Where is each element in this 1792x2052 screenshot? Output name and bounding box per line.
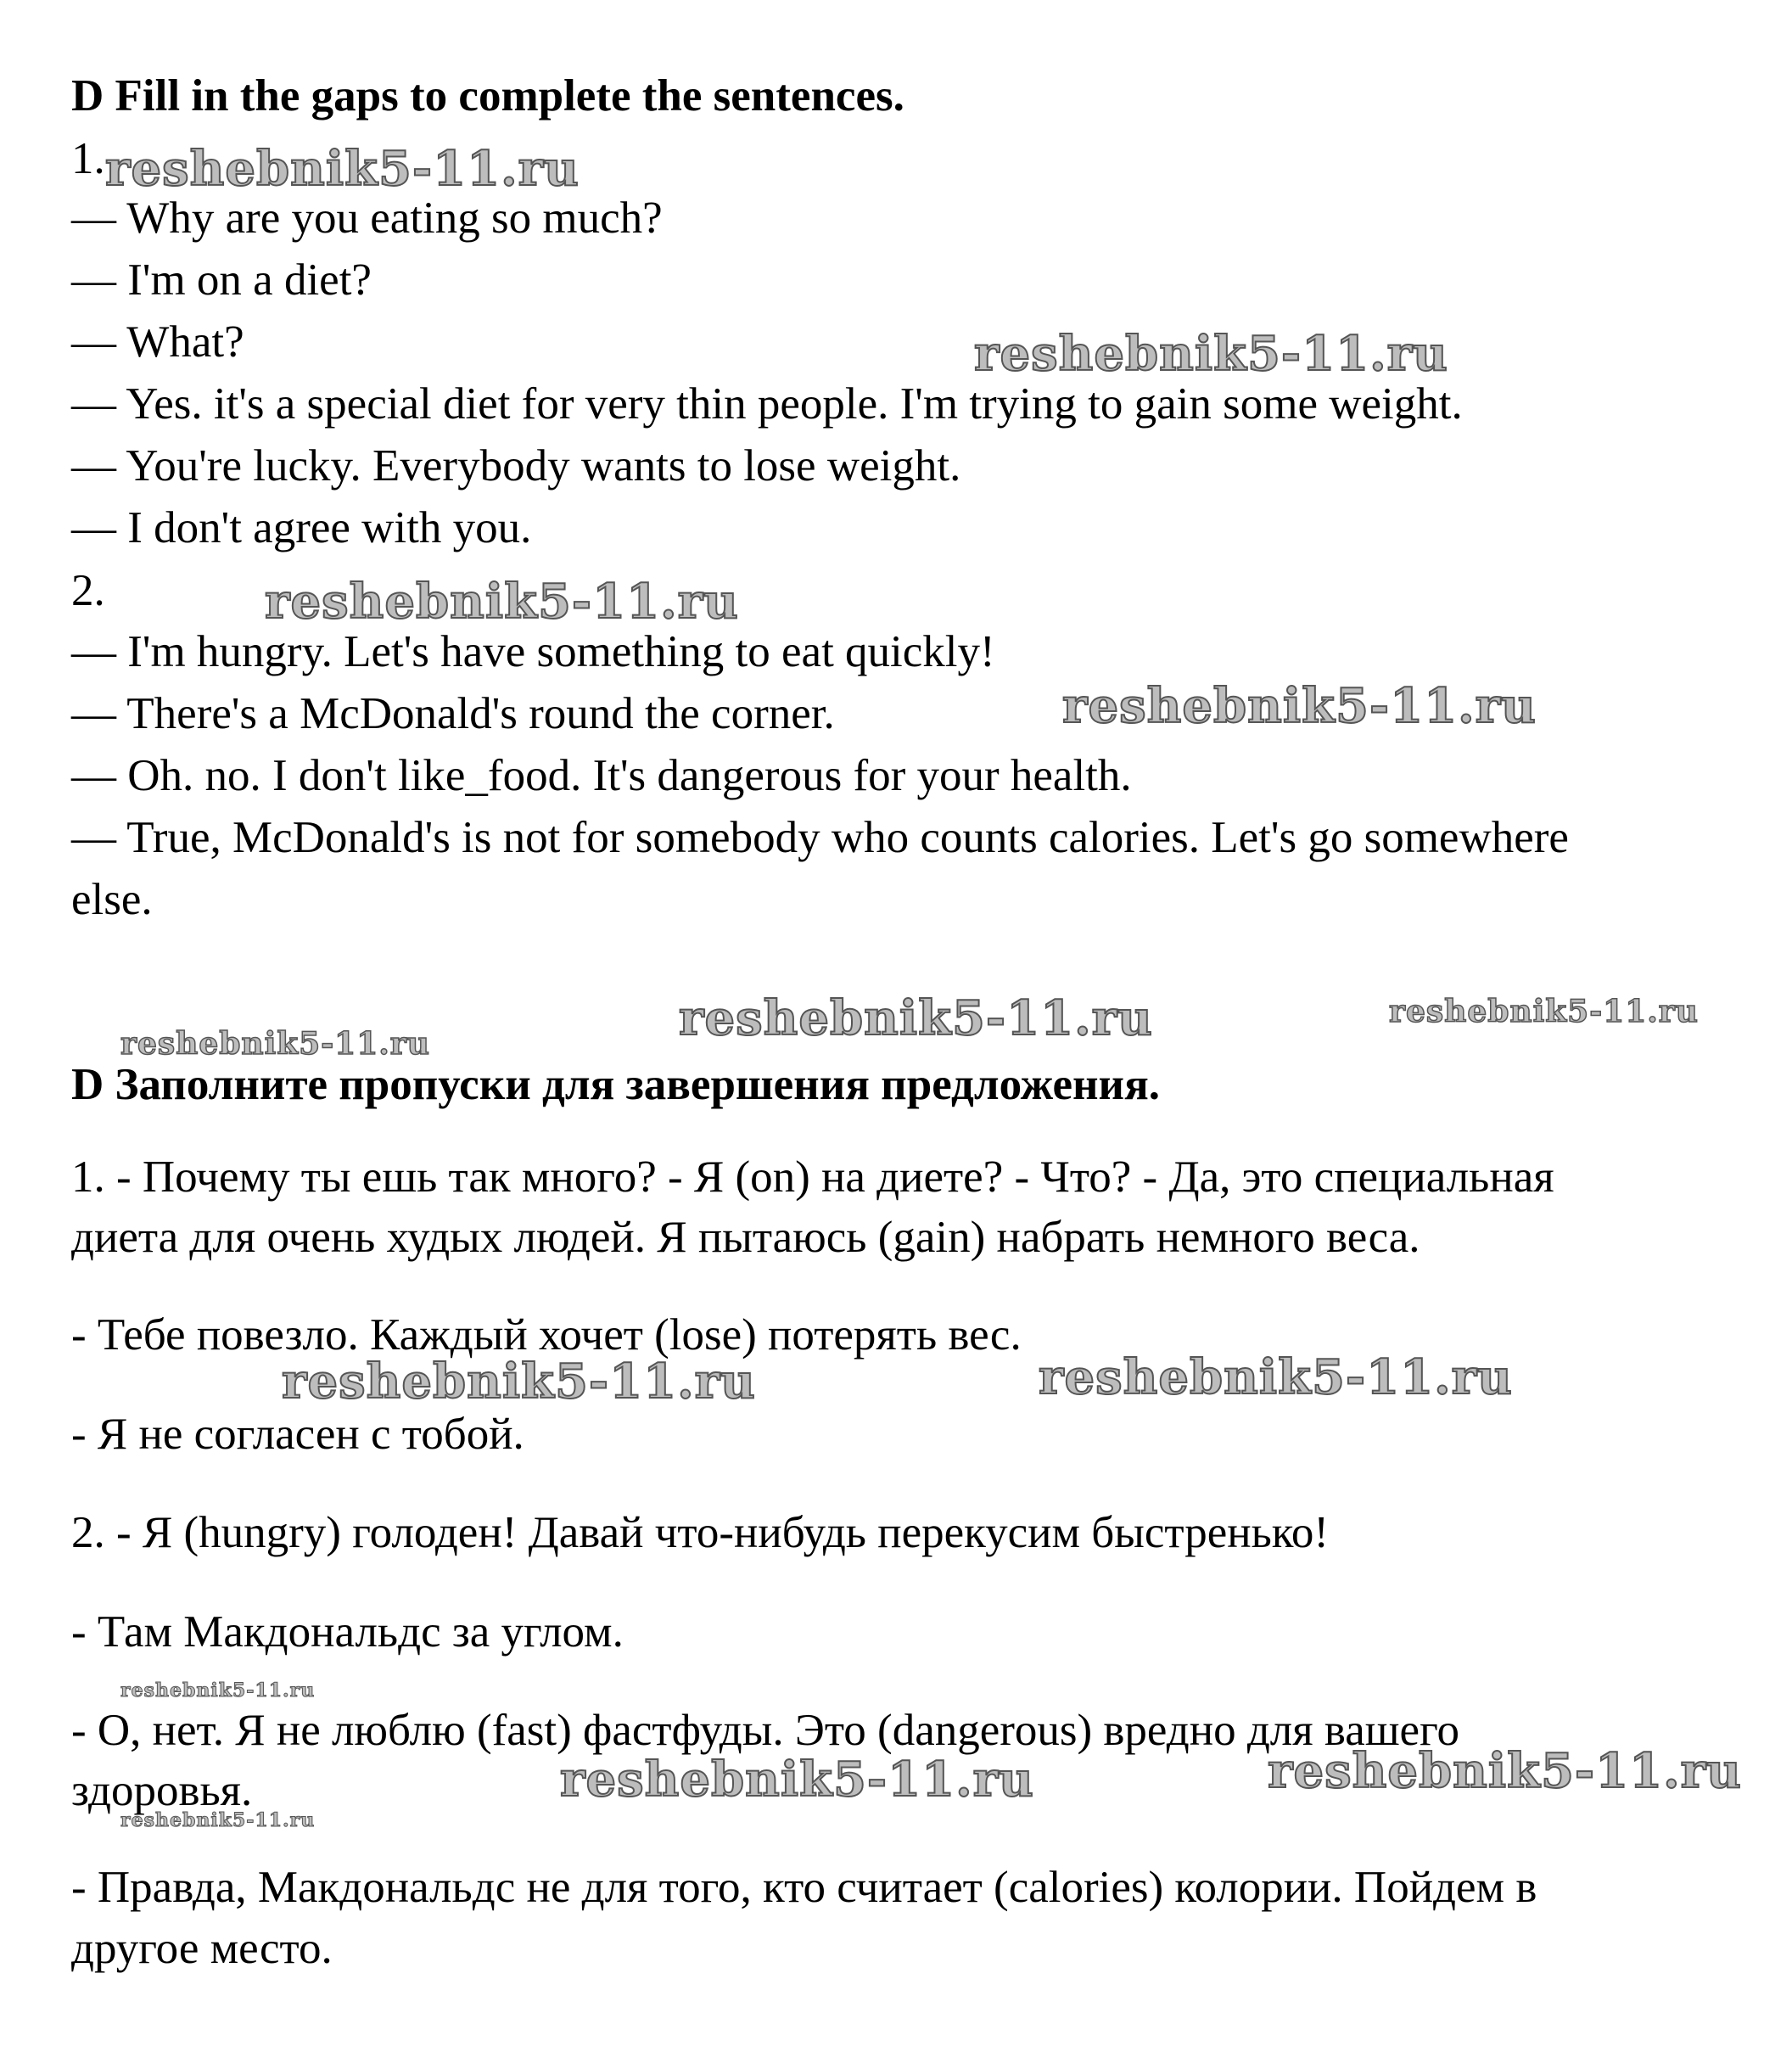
- dialog1-line: — Yes. it's a special diet for very thin people. I'm trying to gain some weight.: [71, 379, 1463, 429]
- russian-paragraph: - Тебе повезло. Каждый хочет (lose) потерять вес.: [71, 1310, 1022, 1360]
- dialog1-number: 1.: [71, 134, 105, 183]
- watermark: reshebnik5-11.ru: [560, 1752, 1034, 1808]
- russian-paragraph: - Там Макдональдс за углом.: [71, 1607, 624, 1657]
- dialog1-line: — You're lucky. Everybody wants to lose weight.: [71, 441, 961, 491]
- dialog1-line: — I'm on a diet?: [71, 255, 372, 305]
- watermark: reshebnik5-11.ru: [1268, 1743, 1742, 1799]
- russian-paragraph-line: здоровья.: [71, 1766, 253, 1815]
- russian-paragraph-line: другое место.: [71, 1924, 333, 1973]
- russian-paragraph: 2. - Я (hungry) голоден! Давай что-нибудь перекусим быстренько!: [71, 1508, 1329, 1557]
- dialog1-line: — I don't agree with you.: [71, 503, 532, 552]
- watermark: reshebnik5-11.ru: [120, 1809, 316, 1831]
- watermark: reshebnik5-11.ru: [1039, 1349, 1513, 1405]
- watermark: reshebnik5-11.ru: [679, 990, 1153, 1046]
- dialog1-line: — What?: [71, 317, 244, 367]
- watermark: reshebnik5-11.ru: [282, 1354, 756, 1410]
- russian-paragraph-line: - Правда, Макдональдс не для того, кто считает (calories) колории. Пойдем в: [71, 1863, 1537, 1912]
- russian-paragraph-line: - О, нет. Я не люблю (fast) фастфуды. Это (dangerous) вредно для вашего: [71, 1706, 1459, 1755]
- russian-paragraph: - Я не согласен с тобой.: [71, 1410, 524, 1459]
- dialog1-line: — Why are you eating so much?: [71, 193, 663, 243]
- russian-heading: D Заполните пропуски для завершения предложения.: [71, 1060, 1160, 1109]
- watermark: reshebnik5-11.ru: [1389, 994, 1699, 1029]
- dialog2-line: else.: [71, 875, 153, 924]
- dialog2-line: — There's a McDonald's round the corner.: [71, 689, 835, 738]
- watermark: reshebnik5-11.ru: [120, 1679, 316, 1702]
- dialog2-line: — Oh. no. I don't like_food. It's dangerous for your health.: [71, 751, 1132, 800]
- russian-paragraph-line: 1. - Почему ты ешь так много? - Я (on) на диете? - Что? - Да, это специальная: [71, 1152, 1554, 1202]
- english-heading: D Fill in the gaps to complete the sentences.: [71, 71, 904, 121]
- watermark: reshebnik5-11.ru: [974, 326, 1448, 382]
- watermark: reshebnik5-11.ru: [1062, 678, 1537, 734]
- watermark: reshebnik5-11.ru: [265, 574, 739, 630]
- dialog2-line: — True, McDonald's is not for somebody who counts calories. Let's go somewhere: [71, 813, 1569, 862]
- watermark: reshebnik5-11.ru: [105, 141, 580, 197]
- dialog2-line: — I'm hungry. Let's have something to eat quickly!: [71, 627, 995, 676]
- russian-paragraph-line: диета для очень худых людей. Я пытаюсь (gain) набрать немного веса.: [71, 1213, 1420, 1262]
- watermark: reshebnik5-11.ru: [120, 1026, 430, 1062]
- dialog2-number: 2.: [71, 566, 105, 615]
